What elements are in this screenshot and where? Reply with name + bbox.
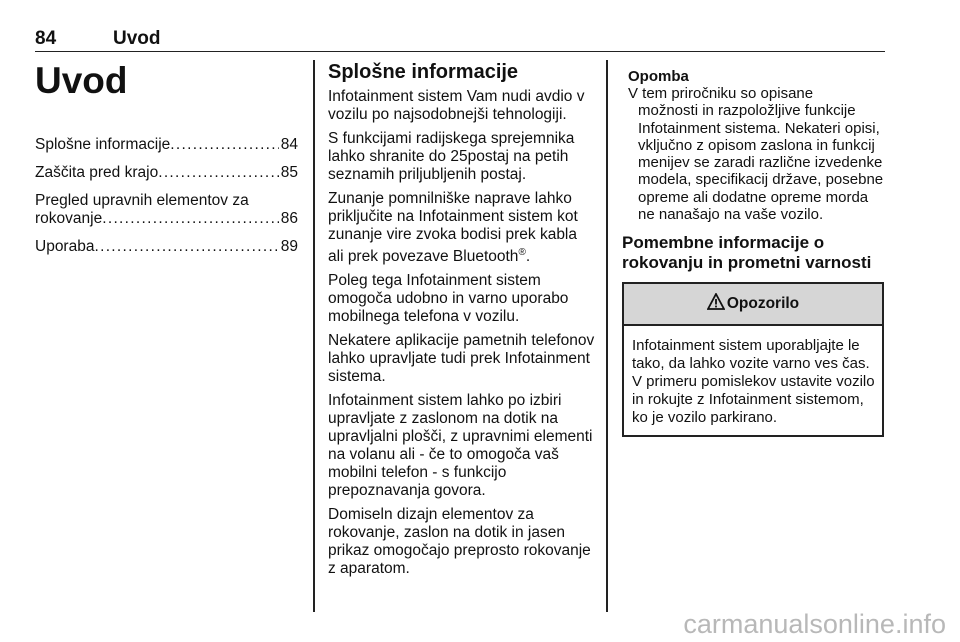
toc-leader-dots	[170, 136, 278, 154]
running-title: Uvod	[113, 28, 161, 49]
paragraph: Infotainment sistem lahko po izbiri upravljate z zaslonom na dotik na upravljalni plošči, z upravnimi elementi na volanu ali - če to omogoča vaš mobilni telefon - s funkcijo prepoznavanja govora.	[328, 392, 593, 500]
toc-leader-dots	[158, 164, 279, 182]
subsection-heading-line: Pomembne informacije o	[622, 233, 825, 253]
toc-item[interactable]	[35, 164, 298, 182]
note-heading: Opomba	[628, 68, 689, 85]
registered-mark: ®	[518, 247, 526, 258]
toc-item-page: 84	[280, 136, 298, 153]
toc-item-page: 86	[280, 210, 298, 227]
page-number: 84	[35, 28, 57, 49]
note-text-first: V tem priročniku so opisane	[628, 85, 814, 102]
column-divider-2	[606, 60, 608, 612]
warning-triangle-icon	[707, 293, 725, 315]
note-text-rest: možnosti in razpoložljive funkcije Infotainment sistema. Nekateri opisi, vključno z opisom zaslona in funkcij menijev se zaradi različne izvedenke modela, specifikacij države, posebne opreme ali dodatne opreme morda ne nanašajo na vaše vozilo.	[638, 102, 884, 224]
chapter-title: Uvod	[35, 60, 128, 101]
toc-item[interactable]	[35, 136, 298, 154]
paragraph: S funkcijami radijskega sprejemnika lahko shranite do 25postaj na petih seznamih priljubljenih postaj.	[328, 130, 575, 183]
paragraph-text: Zunanje pomnilniške naprave lahko priključite na Infotainment sistem kot zunanje vire zvoka bodisi prek kabla ali prek povezave Bluetooth	[328, 190, 578, 266]
toc-item-label: Pregled upravnih elementov za	[35, 192, 249, 209]
subsection-heading-line: rokovanju in prometni varnosti	[622, 253, 872, 273]
notes-column	[622, 68, 888, 437]
paragraph: Poleg tega Infotainment sistem omogoča udobno in varno uporabo mobilnega telefona v vozilu.	[328, 272, 569, 326]
toc-leader-dots	[94, 238, 278, 256]
toc-item-page: 89	[280, 238, 298, 255]
toc-leader-dots	[102, 210, 279, 228]
paragraph	[328, 190, 596, 266]
paragraph: Nekatere aplikacije pametnih telefonov lahko upravljate tudi prek Infotainment sistema.	[328, 332, 595, 386]
subsection-heading	[622, 233, 888, 273]
table-of-contents	[35, 136, 298, 256]
page-header	[35, 28, 885, 52]
toc-item-label: Uporaba	[35, 238, 95, 255]
warning-box	[622, 282, 884, 437]
chapter-column	[35, 60, 298, 266]
paragraph: Domiseln dizajn elementov za rokovanje, zaslon na dotik in jasen prikaz omogočajo preprosto rokovanje z aparatom.	[328, 506, 591, 578]
column-divider-1	[313, 60, 315, 612]
toc-item[interactable]	[35, 192, 298, 228]
watermark: carmanualsonline.info	[683, 609, 946, 639]
toc-item-page: 85	[280, 164, 298, 181]
warning-text: Infotainment sistem uporabljajte le tako, da lahko vozite varno ves čas. V primeru pomislekov ustavite vozilo in rokujte z Infotainment sistemom, ko je vozilo parkirano.	[632, 337, 875, 427]
toc-item-label: Splošne informacije	[35, 136, 171, 153]
paragraph-end: .	[525, 248, 531, 266]
general-info-column	[328, 60, 596, 584]
toc-item-label: rokovanje	[35, 210, 103, 227]
warning-header	[624, 284, 882, 326]
toc-item[interactable]	[35, 238, 298, 256]
toc-item-label: Zaščita pred krajo	[35, 164, 159, 181]
paragraph: Infotainment sistem Vam nudi avdio v vozilu po najsodobnejši tehnologiji.	[328, 88, 585, 123]
section-heading: Splošne informacije	[328, 61, 519, 83]
warning-title: Opozorilo	[726, 295, 800, 313]
note-text	[622, 85, 888, 223]
